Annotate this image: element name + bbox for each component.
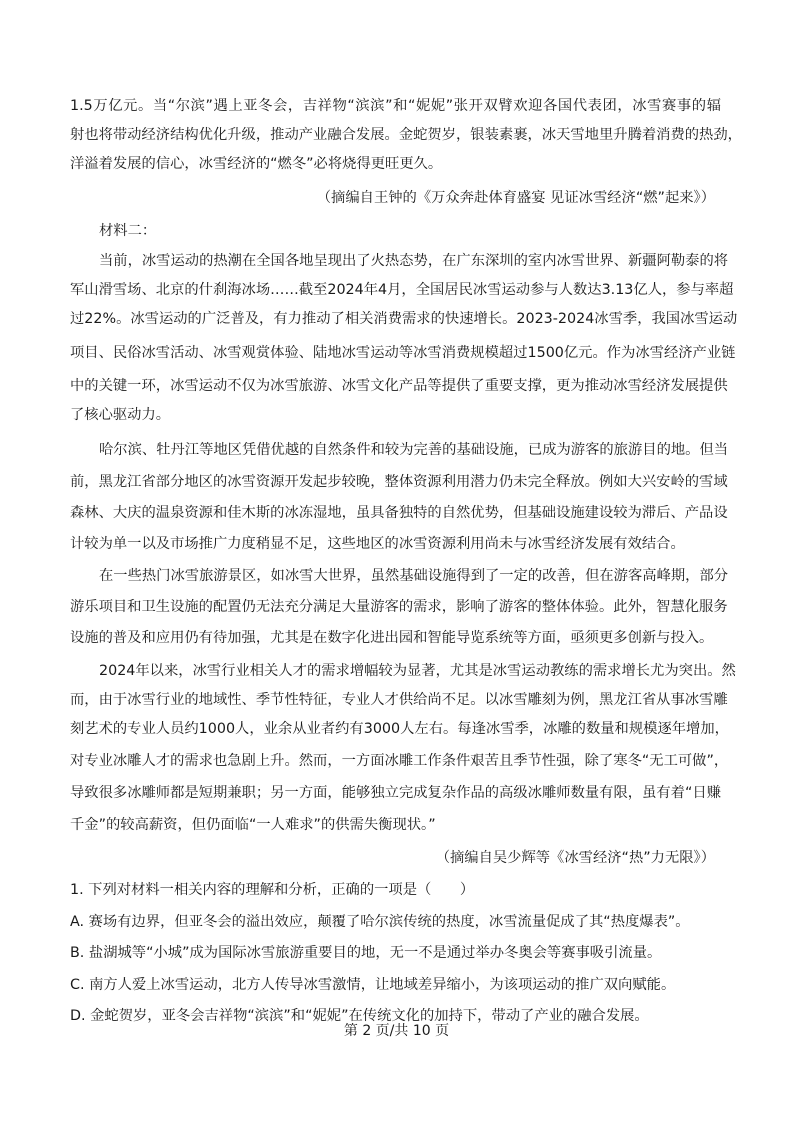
paragraph-line: 军山滑雪场、北京的什刹海冰场……截至2024年4月，全国居民冰雪运动参与人数达3.13亿人，参与率超 bbox=[70, 282, 734, 298]
paragraph-line: 在一些热门冰雪旅游景区，如冰雪大世界，虽然基础设施得到了一定的改善，但在游客高峰期，部分 bbox=[99, 568, 729, 584]
paragraph-line: 过22%。冰雪运动的广泛普及，有力推动了相关消费需求的快速增长。2023-2024冰雪季，我国冰雪运动 bbox=[70, 311, 738, 327]
paragraph-line: 导致很多冰雕师都是短期兼职；另一方面，能够独立完成复杂作品的高级冰雕师数量有限，虽有着“日赚 bbox=[70, 785, 721, 801]
paragraph-line: 了核心驱动力。 bbox=[70, 407, 171, 423]
paragraph-line: 2024年以来，冰雪行业相关人才的需求增幅较为显著，尤其是冰雪运动教练的需求增长尤为突出。然 bbox=[99, 663, 736, 679]
paragraph-line: 刻艺术的专业人员约1000人，业余从业者约有3000人左右。每逢冰雪季，冰雕的数量和规模逐年增加， bbox=[70, 721, 729, 737]
material1-line: 射也将带动经济结构优化升级，推动产业融合发展。金蛇贺岁，银装素裹，冰天雪地里升腾着消费的热劲， bbox=[70, 127, 742, 143]
option-a: A. 赛场有边界，但亚冬会的溢出效应，颠覆了哈尔滨传统的热度，冰雪流量促成了其“热度爆表”。 bbox=[70, 914, 690, 930]
paragraph-line: 项目、民俗冰雪活动、冰雪观赏体验、陆地冰雪运动等冰雪消费规模超过1500亿元。作为冰雪经济产业链 bbox=[70, 345, 736, 361]
question-stem: 1. 下列对材料一相关内容的理解和分析，正确的一项是（ ） bbox=[70, 882, 475, 898]
paragraph-line: 游乐项目和卫生设施的配置仍无法充分满足大量游客的需求，影响了游客的整体体验。此外，智慧化服务 bbox=[70, 599, 728, 615]
paragraph-line: 而，由于冰雪行业的地域性、季节性特征，专业人才供给尚不足。以冰雪雕刻为例，黑龙江省从事冰雪雕 bbox=[70, 692, 728, 708]
paragraph-line: 哈尔滨、牡丹江等地区凭借优越的自然条件和较为完善的基础设施，已成为游客的旅游目的地。但当 bbox=[99, 442, 729, 458]
paragraph-line: 计较为单一以及市场推广力度稍显不足，这些地区的冰雪资源利用尚未与冰雪经济发展有效结合。 bbox=[70, 536, 685, 552]
material2-source: （摘编自吴少辉等《冰雪经济“热”力无限》） bbox=[435, 850, 715, 866]
option-d: D. 金蛇贺岁，亚冬会吉祥物“滨滨”和“妮妮”在传统文化的加持下，带动了产业的融合发展。 bbox=[70, 1008, 649, 1024]
paragraph-line: 对专业冰雕人才的需求也急剧上升。然而，一方面冰雕工作条件艰苦且季节性强，除了寒冬“无工可做”， bbox=[70, 753, 729, 769]
option-c: C. 南方人爱上冰雪运动，北方人传导冰雪激情，让地域差异缩小，为该项运动的推广双向赋能。 bbox=[70, 977, 676, 993]
paragraph-line: 设施的普及和应用仍有待加强，尤其是在数字化进出园和智能导览系统等方面，亟须更多创新与投入。 bbox=[70, 630, 714, 646]
paragraph-line: 中的关键一环，冰雪运动不仅为冰雪旅游、冰雪文化产品等提供了重要支撑，更为推动冰雪经济发展提供 bbox=[70, 378, 728, 394]
material1-line: 洋溢着发展的信心，冰雪经济的“燃冬”必将烧得更旺更久。 bbox=[70, 156, 443, 172]
paragraph-line: 前，黑龙江省部分地区的冰雪资源开发起步较晚，整体资源利用潜力仍未完全释放。例如大兴安岭的雪域 bbox=[70, 474, 728, 490]
material2-heading: 材料二： bbox=[99, 223, 157, 239]
paragraph-line: 千金”的较高薪资，但仍面临“一人难求”的供需失衡现状。” bbox=[70, 817, 436, 833]
option-b: B. 盐湖城等“小城”成为国际冰雪旅游重要目的地，无一不是通过举办冬奥会等赛事吸引流量。 bbox=[70, 945, 662, 961]
paragraph-line: 森林、大庆的温泉资源和佳木斯的冰冻湿地，虽具备独特的自然优势，但基础设施建设较为滞后、产品设 bbox=[70, 505, 728, 521]
material1-line: 1.5万亿元。当“尔滨”遇上亚冬会，吉祥物“滨滨”和“妮妮”张开双臂欢迎各国代表团，冰雪赛事的辐 bbox=[70, 98, 721, 114]
page-footer: 第 2 页/共 10 页 bbox=[343, 1023, 450, 1039]
paragraph-line: 当前，冰雪运动的热潮在全国各地呈现出了火热态势，在广东深圳的室内冰雪世界、新疆阿勒泰的将 bbox=[99, 253, 729, 269]
material1-source: （摘编自王钟的《万众奔赴体育盛宴 见证冰雪经济“燃”起来》） bbox=[316, 190, 715, 206]
